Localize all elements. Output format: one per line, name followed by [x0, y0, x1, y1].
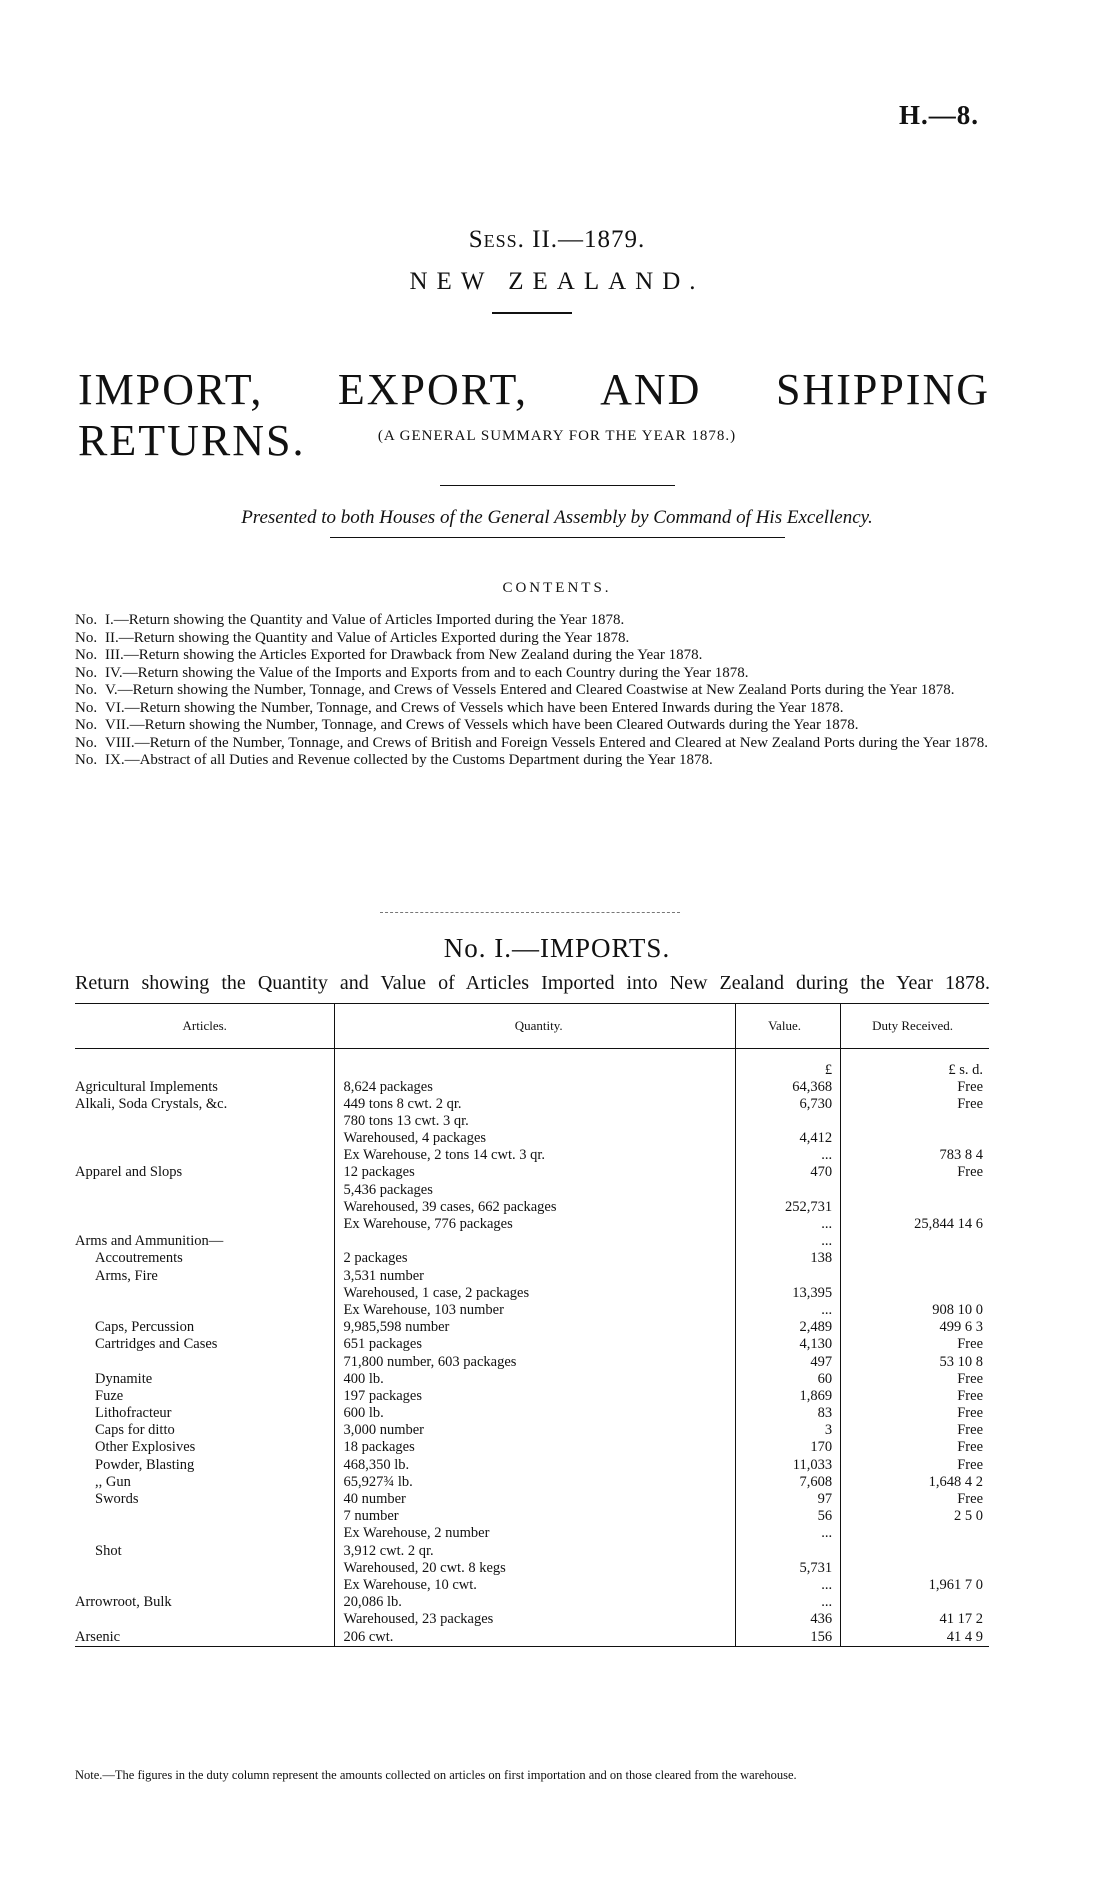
cell-value: 436 [735, 1611, 840, 1628]
cell-article: Lithofracteur [95, 1405, 172, 1422]
contents-item-text: II.—Return showing the Quantity and Value of Articles Exported during the Year 1878. [105, 629, 630, 646]
cell-value: 7,608 [735, 1474, 840, 1491]
contents-item-no: No. [75, 629, 98, 646]
cell-duty: Free [841, 1079, 989, 1096]
cell-quantity: 449 tons 8 cwt. 2 qr. [335, 1096, 735, 1113]
table-row [75, 1079, 989, 1096]
table-row [75, 1268, 989, 1285]
cell-duty [841, 1560, 989, 1577]
cell-quantity: 18 packages [335, 1439, 735, 1456]
cell-value: 60 [735, 1371, 840, 1388]
table-row [75, 1130, 989, 1147]
cell-value: 83 [735, 1405, 840, 1422]
cell-quantity: Ex Warehouse, 2 tons 14 cwt. 3 qr. [335, 1147, 735, 1164]
cell-quantity: 400 lb. [335, 1371, 735, 1388]
cell-duty [841, 1268, 989, 1285]
cell-duty: Free [841, 1457, 989, 1474]
cell-duty [841, 1594, 989, 1611]
table-row [75, 1319, 989, 1336]
cell-quantity: 3,000 number [335, 1422, 735, 1439]
imports-subheading: Return showing the Quantity and Value of Articles Imported into New Zealand during the Year 1878. [75, 972, 990, 994]
contents-item-text: VI.—Return showing the Number, Tonnage, and Crews of Vessels which have been Entered Inwards during the Year 1878. [105, 699, 844, 716]
cell-duty: Free [841, 1491, 989, 1508]
country-line: NEW ZEALAND. [409, 268, 705, 295]
cell-article: Dynamite [95, 1370, 153, 1387]
contents-item-text: VII.—Return showing the Number, Tonnage, and Crews of Vessels which have been Cleared Outwards during the Year 1878. [105, 717, 859, 733]
cell-quantity: 780 tons 13 cwt. 3 qr. [335, 1113, 735, 1130]
contents-item-no: No. [75, 664, 98, 681]
cell-duty [841, 1233, 989, 1250]
cell-article [75, 1216, 335, 1233]
cell-article: Other Explosives [95, 1439, 196, 1456]
cell-value: 4,412 [735, 1130, 840, 1147]
cell-article [75, 1049, 335, 1079]
cell-article [75, 1113, 335, 1130]
cell-article: Caps for ditto [95, 1422, 175, 1439]
cell-value: ... [735, 1302, 840, 1319]
cell-article [75, 1147, 335, 1164]
cell-duty: 41 17 2 [841, 1611, 989, 1628]
cell-quantity: Warehoused, 20 cwt. 8 kegs [335, 1560, 735, 1577]
contents-item-no: No. [75, 682, 98, 698]
cell-quantity: Ex Warehouse, 776 packages [335, 1216, 735, 1233]
contents-item [75, 647, 990, 665]
cell-quantity: 468,350 lb. [335, 1457, 735, 1474]
cell-value: ... [735, 1216, 840, 1233]
table-row [75, 1543, 989, 1560]
cell-duty [841, 1285, 989, 1302]
contents-item-text: IX.—Abstract of all Duties and Revenue collected by the Customs Department during the Year 1878. [105, 752, 713, 768]
contents-item-no: No. [75, 647, 98, 663]
imports-heading: No. I.—IMPORTS. [443, 933, 671, 963]
cell-quantity: 2 packages [335, 1250, 735, 1267]
cell-value: £ [735, 1049, 840, 1079]
table-row [75, 1049, 989, 1079]
cell-value: ... [735, 1233, 840, 1250]
cell-duty: £ s. d. [841, 1049, 989, 1079]
contents-item [75, 612, 990, 630]
page-subtitle: (A GENERAL SUMMARY FOR THE YEAR 1878.) [377, 428, 737, 444]
cell-quantity: 651 packages [335, 1336, 735, 1353]
cell-article [75, 1130, 335, 1147]
divider-lower [330, 537, 785, 538]
table-row [75, 1216, 989, 1233]
cell-quantity: 12 packages [335, 1164, 735, 1181]
cell-duty: Free [841, 1422, 989, 1439]
cell-article [75, 1508, 335, 1525]
contents-item-no: No. [75, 717, 98, 733]
divider-short [492, 312, 572, 314]
cell-duty: 1,961 7 0 [841, 1577, 989, 1594]
cell-value: 11,033 [735, 1457, 840, 1474]
table-row [75, 1354, 989, 1371]
cell-quantity: 600 lb. [335, 1405, 735, 1422]
cell-value [735, 1543, 840, 1560]
cell-quantity: 197 packages [335, 1388, 735, 1405]
contents-item-text: IV.—Return showing the Value of the Imports and Exports from and to each Country during the Year 1878. [105, 664, 749, 681]
table-row [75, 1525, 989, 1542]
cell-value: 13,395 [735, 1285, 840, 1302]
cell-quantity: Warehoused, 4 packages [335, 1130, 735, 1147]
contents-item [75, 752, 990, 770]
table-row [75, 1388, 989, 1405]
cell-value: 170 [735, 1439, 840, 1456]
cell-quantity: 3,531 number [335, 1268, 735, 1285]
table-row [75, 1336, 989, 1353]
column-header-quantity: Quantity. [335, 1004, 735, 1049]
cell-duty: 499 6 3 [841, 1319, 989, 1336]
contents-item [75, 665, 990, 683]
cell-value: 56 [735, 1508, 840, 1525]
table-row [75, 1096, 989, 1113]
cell-duty: 908 10 0 [841, 1302, 989, 1319]
contents-item-text: VIII.—Return of the Number, Tonnage, and Crews of British and Foreign Vessels Entered and Cleared at New Zealand Ports during the Year 1878. [105, 734, 989, 751]
contents-item-no: No. [75, 612, 98, 628]
cell-article: Arms, Fire [95, 1267, 158, 1284]
table-row [75, 1371, 989, 1388]
divider-upper [440, 485, 675, 486]
cell-value [735, 1268, 840, 1285]
cell-quantity: 7 number [335, 1508, 735, 1525]
cell-value: 5,731 [735, 1560, 840, 1577]
table-row [75, 1422, 989, 1439]
cell-value: 138 [735, 1250, 840, 1267]
table-row [75, 1457, 989, 1474]
cell-article [75, 1354, 335, 1371]
cell-duty: Free [841, 1336, 989, 1353]
presented-line: Presented to both Houses of the General Assembly by Command of His Excellency. [241, 507, 873, 528]
cell-value: ... [735, 1147, 840, 1164]
column-header-duty: Duty Received. [841, 1004, 989, 1049]
cell-quantity: 71,800 number, 603 packages [335, 1354, 735, 1371]
divider-ornament [380, 912, 680, 913]
cell-quantity: Warehoused, 39 cases, 662 packages [335, 1199, 735, 1216]
cell-duty: 41 4 9 [841, 1629, 989, 1647]
cell-duty [841, 1543, 989, 1560]
table-row [75, 1113, 989, 1130]
contents-item-no: No. [75, 752, 98, 768]
cell-article: Apparel and Slops [75, 1164, 183, 1181]
cell-value [735, 1182, 840, 1199]
cell-value: 4,130 [735, 1336, 840, 1353]
table-row [75, 1491, 989, 1508]
cell-duty [841, 1525, 989, 1542]
contents-item [75, 630, 990, 648]
table-row [75, 1250, 989, 1267]
cell-article: Powder, Blasting [95, 1456, 195, 1473]
cell-duty: Free [841, 1388, 989, 1405]
cell-value: 156 [735, 1629, 840, 1647]
table-row [75, 1302, 989, 1319]
session-line: Sess. II.—1879. [468, 226, 646, 253]
cell-duty: 25,844 14 6 [841, 1216, 989, 1233]
imports-table [75, 1003, 989, 1647]
contents-item-text: I.—Return showing the Quantity and Value of Articles Imported during the Year 1878. [105, 612, 625, 628]
contents-item [75, 735, 990, 753]
cell-article [75, 1611, 335, 1628]
cell-article: Swords [95, 1491, 139, 1507]
cell-article [75, 1182, 335, 1199]
contents-item [75, 700, 990, 718]
cell-article: Caps, Percussion [95, 1319, 195, 1336]
table-row [75, 1611, 989, 1628]
table-row [75, 1577, 989, 1594]
cell-value: 470 [735, 1164, 840, 1181]
cell-quantity: Ex Warehouse, 103 number [335, 1302, 735, 1319]
table-row [75, 1182, 989, 1199]
table-row [75, 1147, 989, 1164]
contents-item-no: No. [75, 734, 98, 751]
table-row [75, 1405, 989, 1422]
cell-article [75, 1577, 335, 1594]
cell-quantity: Warehoused, 1 case, 2 packages [335, 1285, 735, 1302]
cell-value: 64,368 [735, 1079, 840, 1096]
cell-duty: 53 10 8 [841, 1354, 989, 1371]
cell-value: 3 [735, 1422, 840, 1439]
table-row [75, 1560, 989, 1577]
table-row [75, 1199, 989, 1216]
table-row [75, 1439, 989, 1456]
cell-value: ... [735, 1577, 840, 1594]
cell-article [75, 1302, 335, 1319]
column-header-value: Value. [735, 1004, 840, 1049]
cell-article: Accoutrements [95, 1250, 183, 1267]
contents-item [75, 717, 990, 735]
cell-article: Arrowroot, Bulk [75, 1594, 172, 1611]
imports-table-body [75, 1049, 989, 1647]
cell-quantity: 9,985,598 number [335, 1319, 735, 1336]
cell-quantity: 20,086 lb. [335, 1594, 735, 1611]
contents-item [75, 682, 990, 700]
cell-article: Alkali, Soda Crystals, &c. [75, 1095, 228, 1112]
column-header-articles: Articles. [75, 1004, 335, 1049]
cell-article [75, 1199, 335, 1216]
cell-value: 252,731 [735, 1199, 840, 1216]
cell-quantity: Warehoused, 23 packages [335, 1611, 735, 1628]
cell-article [75, 1525, 335, 1542]
cell-value: 1,869 [735, 1388, 840, 1405]
cell-value: 497 [735, 1354, 840, 1371]
cell-quantity: Ex Warehouse, 2 number [335, 1525, 735, 1542]
cell-value [735, 1113, 840, 1130]
cell-quantity: 5,436 packages [335, 1182, 735, 1199]
cell-quantity: 40 number [335, 1491, 735, 1508]
cell-article: Shot [95, 1542, 122, 1559]
table-header-row [75, 1004, 989, 1049]
cell-value: ... [735, 1594, 840, 1611]
table-row [75, 1629, 989, 1647]
cell-duty [841, 1113, 989, 1130]
cell-value: 97 [735, 1491, 840, 1508]
cell-duty [841, 1199, 989, 1216]
table-row [75, 1233, 989, 1250]
cell-quantity: Ex Warehouse, 10 cwt. [335, 1577, 735, 1594]
cell-duty: 2 5 0 [841, 1508, 989, 1525]
cell-article: Arsenic [75, 1629, 335, 1647]
cell-duty: Free [841, 1439, 989, 1456]
cell-duty: 783 8 4 [841, 1147, 989, 1164]
document-reference: H.—8. [898, 100, 979, 130]
cell-article: Fuze [95, 1387, 124, 1404]
table-row [75, 1474, 989, 1491]
cell-quantity [335, 1233, 735, 1250]
cell-value: 2,489 [735, 1319, 840, 1336]
cell-article [75, 1560, 335, 1577]
cell-article: Arms and Ammunition— [75, 1233, 224, 1250]
cell-quantity [335, 1049, 735, 1079]
cell-duty: Free [841, 1096, 989, 1113]
cell-duty: 1,648 4 2 [841, 1474, 989, 1491]
footnote: Note.—The figures in the duty column represent the amounts collected on articles on first importation and on those cleared from the warehouse. [75, 1768, 797, 1782]
cell-article: Cartridges and Cases [95, 1336, 218, 1353]
contents-heading: CONTENTS. [502, 580, 612, 596]
contents-item-no: No. [75, 699, 98, 716]
cell-value: ... [735, 1525, 840, 1542]
cell-article [75, 1285, 335, 1302]
cell-quantity: 206 cwt. [335, 1629, 735, 1647]
cell-duty: Free [841, 1371, 989, 1388]
table-row [75, 1285, 989, 1302]
cell-quantity: 3,912 cwt. 2 qr. [335, 1543, 735, 1560]
page-title: IMPORT, EXPORT, AND SHIPPING RETURNS. [78, 365, 990, 465]
cell-article: Agricultural Implements [75, 1078, 218, 1095]
contents-item-text: III.—Return showing the Articles Exported for Drawback from New Zealand during the Year 1878. [105, 647, 703, 663]
cell-duty [841, 1130, 989, 1147]
cell-article: ,, Gun [95, 1473, 131, 1490]
table-row [75, 1508, 989, 1525]
cell-duty: Free [841, 1405, 989, 1422]
table-row [75, 1164, 989, 1181]
cell-duty: Free [841, 1164, 989, 1181]
cell-quantity: 65,927¾ lb. [335, 1474, 735, 1491]
contents-list [75, 612, 990, 770]
cell-value: 6,730 [735, 1096, 840, 1113]
cell-duty [841, 1182, 989, 1199]
contents-item-text: V.—Return showing the Number, Tonnage, and Crews of Vessels Entered and Cleared Coastwise at New Zealand Ports during the Year 1878. [105, 682, 955, 698]
cell-quantity: 8,624 packages [335, 1079, 735, 1096]
cell-duty [841, 1250, 989, 1267]
table-row [75, 1594, 989, 1611]
